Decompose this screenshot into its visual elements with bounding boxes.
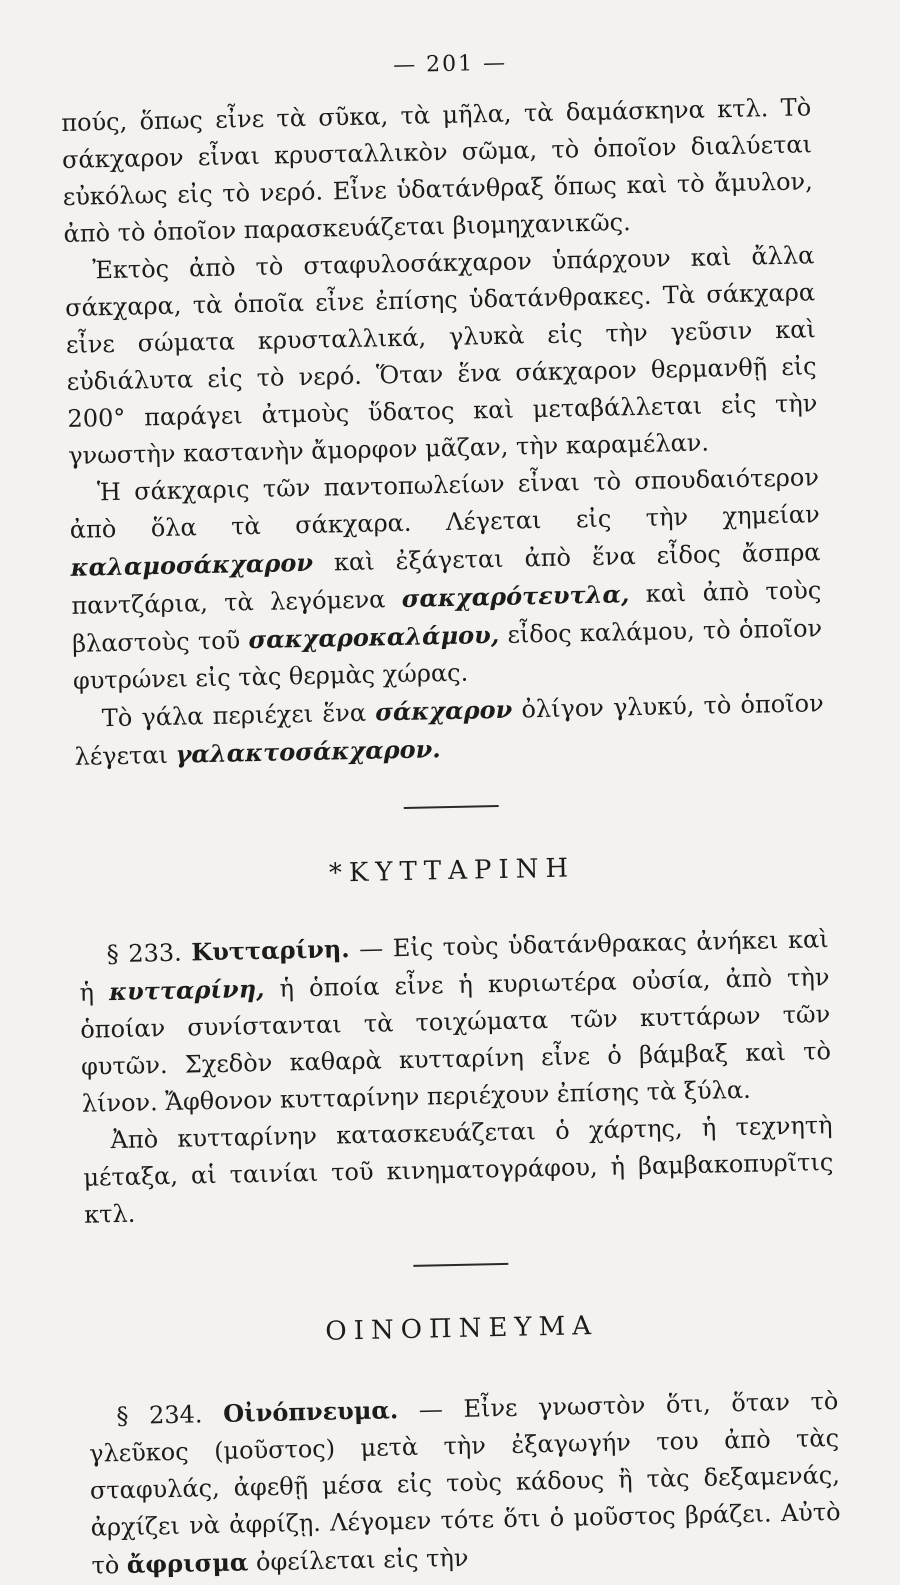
term-kyttarini: κυτταρίνη, [108, 973, 265, 1007]
term-afrisma: ἄφρισμα [126, 1547, 249, 1579]
paragraph-other-sugars: Ἐκτὸς ἀπὸ τὸ σταφυλοσάκχαρον ὑπάρχουν καὶ ἄλλα σάκχαρα, τὰ ὁποῖα εἶνε ἐπίσης ὑδατάνθρακες. Τὰ σάκχαρα εἶνε σώματα κρυσταλλικά, γλυκὰ εἰς τὴν γεῦσιν καὶ εὐδιάλυτα εἰς τὸ νερό. Ὅταν ἕνα σάκχαρον θερμανθῇ εἰς 200° παράγει ἀτμοὺς ὕδατος καὶ μεταβάλλεται εἰς τὴν γνωστὴν καστανὴν ἄμορφον μᾶζαν, τὴν καραμέλαν. [64, 241, 818, 470]
section-number: § 234. [116, 1399, 224, 1431]
text-span: ἡ ὁποία εἶνε ἡ κυριωτέρα οὐσία, ἀπὸ τὴν ὁποίαν συνίστανται τὰ τοιχώματα τῶν κυττάρων τῶν φυτῶν. Σχεδὸν καθαρὰ κυτταρίνη εἶνε ὁ βάμβαξ καὶ τὸ λίνον. Ἄφθονον κυτταρίνην περιέχουν ἐπίσης τὰ ξύλα. [80, 963, 832, 1118]
section-heading-alcohol: ΟΙΝΟΠΝΕΥΜΑ [325, 1311, 599, 1347]
paragraph-cellulose [78, 920, 832, 1123]
section-divider [413, 1263, 508, 1267]
paragraph-sugar-intro: πούς, ὅπως εἶνε τὰ σῦκα, τὰ μῆλα, τὰ δαμάσκηνα κτλ. Τὸ σάκχαρον εἶναι κρυσταλλικὸν σῶμα, τὸ ὁποῖον διαλύεται εὐκόλως εἰς τὸ νερό. Εἶνε ὑδατάνθραξ ὅπως καὶ τὸ ἄμυλον, ἀπὸ τὸ ὁποῖον παρασκευάζεται βιομηχανικῶς. [61, 93, 813, 248]
term-kalamosakcharon: καλαμοσάκχαρον [70, 547, 314, 582]
text-span: ὀφείλεται εἰς τὴν [248, 1543, 469, 1577]
paragraph-milk-sugar [73, 684, 824, 776]
term-galaktosakcharon: γαλακτοσάκχαρον. [175, 734, 441, 769]
text-span: καὶ ἀπὸ τοὺς βλαστοὺς τοῦ [71, 576, 822, 658]
term-sakcharon: σάκχαρον [374, 694, 513, 727]
term-sakcharokalamou: σακχαροκαλάμου, [248, 619, 500, 655]
text-span: — Εἰς τοὺς ὑδατάνθρακας ἀνήκει καὶ ἡ [79, 925, 829, 1007]
section-heading-cellulose: *ΚΥΤΤΑΡΙΝΗ [328, 853, 576, 889]
term-sakcharoteutla: σακχαρότευτλα, [401, 579, 630, 613]
paragraph-sucrose [69, 459, 824, 700]
text-span: — Εἶνε γνωστὸν ὅτι, ὅταν τὸ γλεῦκος (μοῦστος) μετὰ τὴν ἐξαγωγήν του ἀπὸ τὰς σταφυλάς, ἀφεθῇ μέσα εἰς τοὺς κάδους ἢ τὰς δεξαμενάς, ἀρχίζει νὰ ἀφρίζῃ. Λέγομεν τότε ὅτι ὁ μοῦστος βράζει. Αὐτὸ τὸ [88, 1386, 841, 1580]
page-number: — 201 — [392, 50, 508, 79]
paragraph-alcohol [88, 1382, 842, 1585]
text-span: εἶδος καλάμου, τὸ ὁποῖον φυτρώνει εἰς τὰς θερμὰς χώρας. [72, 614, 823, 695]
section-divider [403, 805, 498, 809]
text-span: Ἡ σάκχαρις τῶν παντοπωλείων εἶναι τὸ σπουδαιότερον ἀπὸ ὅλα τὰ σάκχαρα. Λέγεται εἰς τὴν χημείαν [69, 463, 820, 544]
text-span: Τὸ γάλα περιέχει ἕνα [101, 698, 376, 733]
book-page [60, 44, 842, 1584]
section-title: Οἰνόπνευμα. [222, 1395, 399, 1428]
text-span: ὀλίγον γλυκύ, τὸ ὁποῖον λέγεται [74, 689, 824, 771]
section-number: § 233. [106, 938, 192, 969]
text-span: καὶ ἐξάγεται ἀπὸ ἕνα εἶδος ἄσπρα παντζάρια, τὰ λεγόμενα [71, 538, 821, 620]
paragraph-cellulose-uses: Ἀπὸ κυτταρίνην κατασκευάζεται ὁ χάρτης, ἡ τεχνητὴ μέταξα, αἱ ταινίαι τοῦ κινηματογράφου, ἡ βαμβακοπυρῖτις κτλ. [83, 1111, 834, 1229]
section-title: Κυτταρίνη. [191, 934, 350, 967]
